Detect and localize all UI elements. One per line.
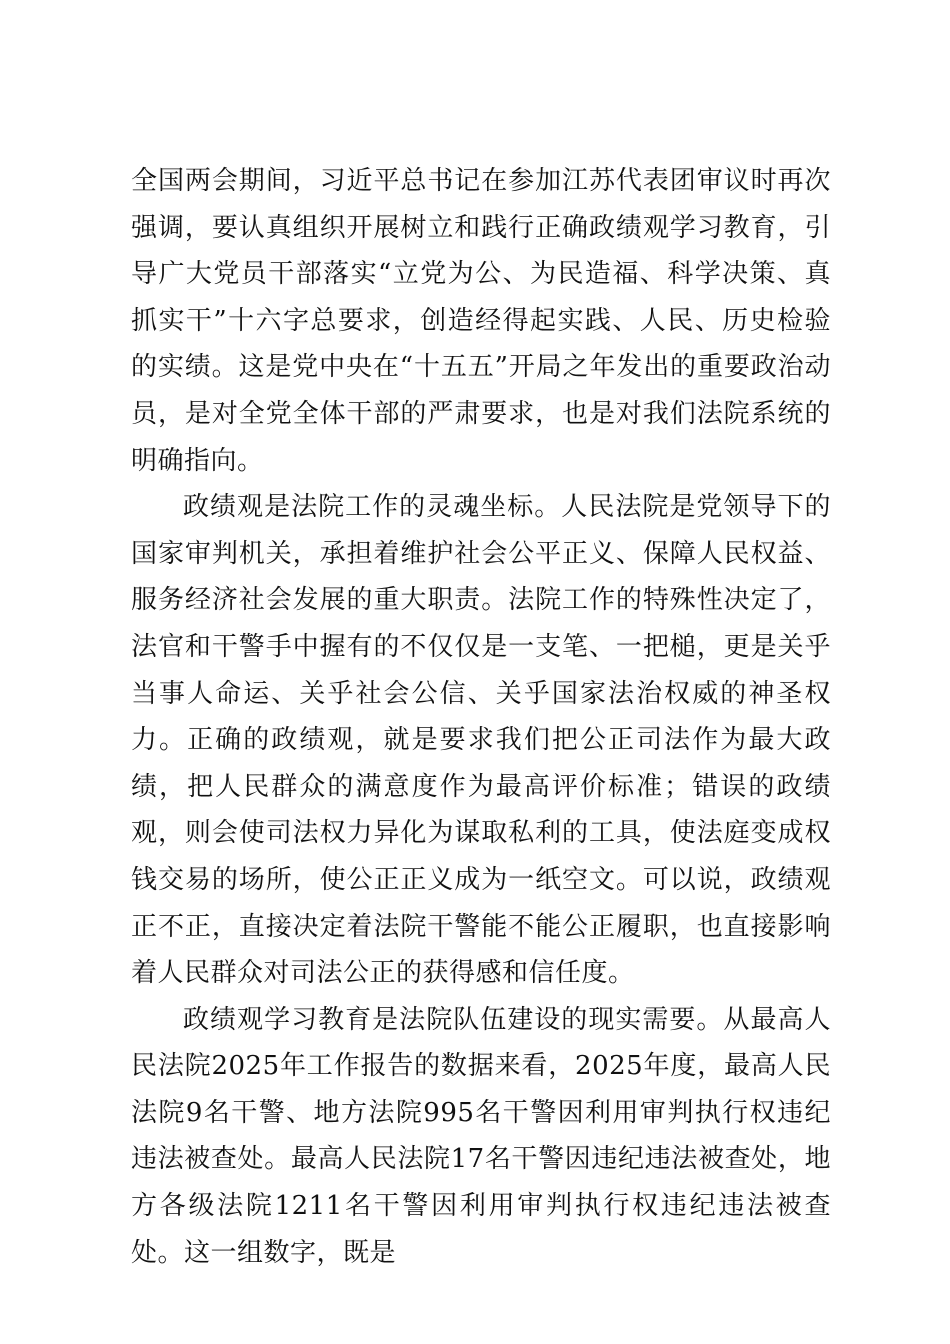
paragraph-2: 政绩观是法院工作的灵魂坐标。人民法院是党领导下的国家审判机关，承担着维护社会公平正义、保障人民权益、服务经济社会发展的重大职责。法院工作的特殊性决定了，法官和干警手中握有的不仅仅是一支笔、一把槌，更是关乎当事人命运、关乎社会公信、关乎国家法治权威的神圣权力。正确的政绩观，就是要求我们把公正司法作为最大政绩，把人民群众的满意度作为最高评价标准；错误的政绩观，则会使司法权力异化为谋取私利的工具，使法庭变成权钱交易的场所，使公正正义成为一纸空文。可以说，政绩观正不正，直接决定着法院干警能不能公正履职，也直接影响着人民群众对司法公正的获得感和信任度。 <box>131 492 831 989</box>
document-body <box>131 158 831 1276</box>
paragraph-1: 全国两会期间，习近平总书记在参加江苏代表团审议时再次强调，要认真组织开展树立和践行正确政绩观学习教育，引导广大党员干部落实“立党为公、为民造福、科学决策、真抓实干”十六字总要求，创造经得起实践、人民、历史检验的实绩。这是党中央在“十五五”开局之年发出的重要政治动员，是对全党全体干部的严肃要求，也是对我们法院系统的明确指向。 <box>131 166 831 476</box>
paragraph-3: 政绩观学习教育是法院队伍建设的现实需要。从最高人民法院2025年工作报告的数据来看，2025年度，最高人民法院9名干警、地方法院995名干警因利用审判执行权违纪违法被查处。最高人民法院17名干警因违纪违法被查处，地方各级法院1211名干警因利用审判执行权违纪违法被查处。这一组数字，既是 <box>131 1004 831 1268</box>
